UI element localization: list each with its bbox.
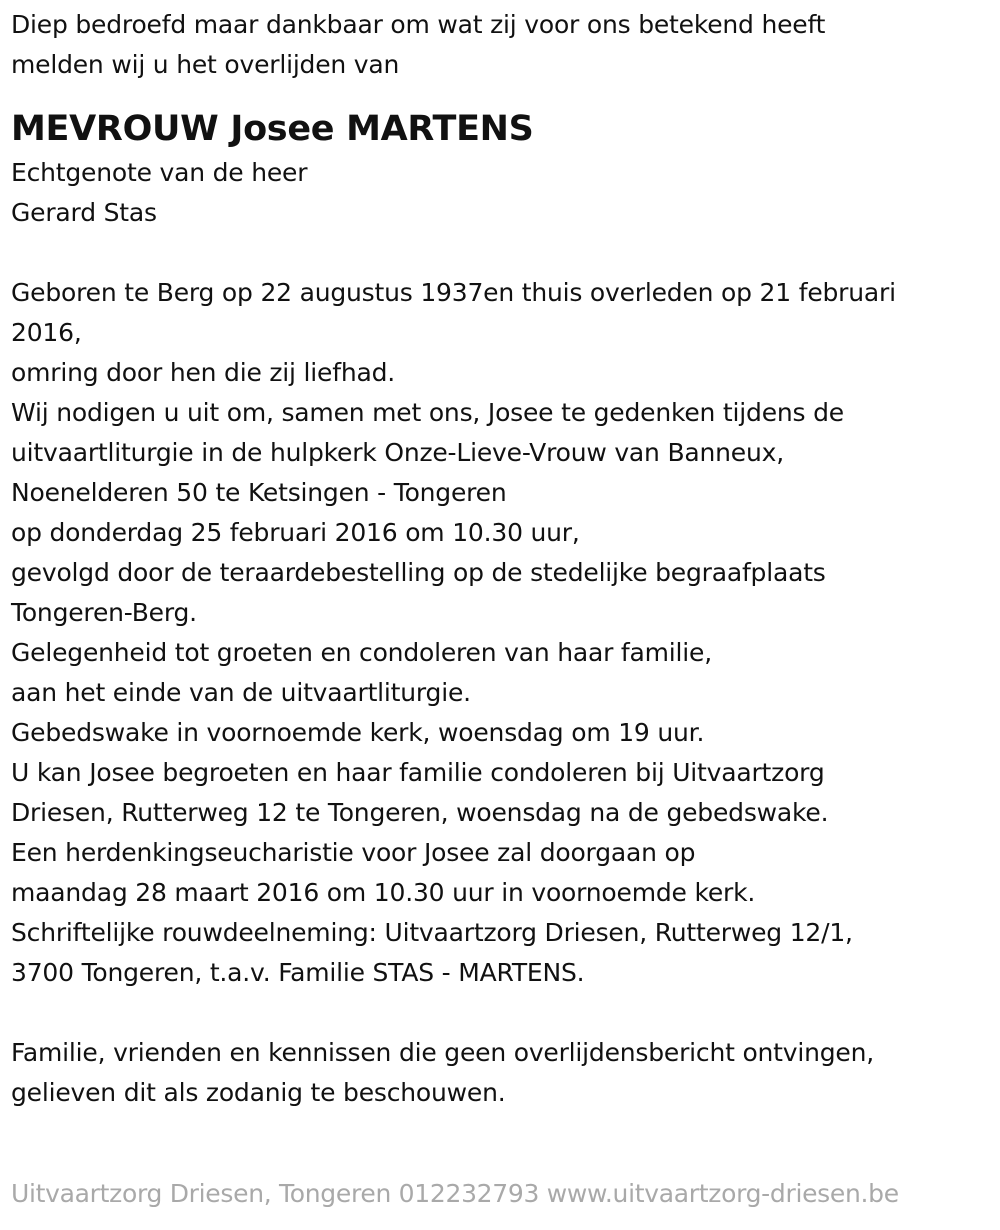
spacer xyxy=(11,85,991,105)
body-line: Schriftelijke rouwdeelneming: Uitvaartzorg Driesen, Rutterweg 12/1, xyxy=(11,918,853,947)
body-line: 3700 Tongeren, t.a.v. Familie STAS - MARTENS. xyxy=(11,958,585,987)
body-line: maandag 28 maart 2016 om 10.30 uur in voornoemde kerk. xyxy=(11,878,756,907)
body-line: omring door hen die zij liefhad. xyxy=(11,358,395,387)
intro-line: Diep bedroefd maar dankbaar om wat zij voor ons betekend heeft xyxy=(11,10,826,39)
spacer xyxy=(11,993,991,1033)
spacer xyxy=(11,233,991,273)
body-line: Driesen, Rutterweg 12 te Tongeren, woensdag na de gebedswake. xyxy=(11,798,829,827)
body-line: op donderdag 25 februari 2016 om 10.30 uur, xyxy=(11,518,580,547)
relation-line: Echtgenote van de heer xyxy=(11,158,308,187)
body-line: Gelegenheid tot groeten en condoleren van haar familie, xyxy=(11,638,712,667)
body-line: Tongeren-Berg. xyxy=(11,598,197,627)
body-line: gevolgd door de teraardebestelling op de stedelijke begraafplaats xyxy=(11,558,826,587)
relation-line: Gerard Stas xyxy=(11,198,157,227)
body-line: aan het einde van de uitvaartliturgie. xyxy=(11,678,471,707)
body-line: Geboren te Berg op 22 augustus 1937en thuis overleden op 21 februari xyxy=(11,278,896,307)
closing-line: gelieven dit als zodanig te beschouwen. xyxy=(11,1078,506,1107)
closing-line: Familie, vrienden en kennissen die geen overlijdensbericht ontvingen, xyxy=(11,1038,875,1067)
body-line: U kan Josee begroeten en haar familie condoleren bij Uitvaartzorg xyxy=(11,758,825,787)
body-line: Een herdenkingseucharistie voor Josee zal doorgaan op xyxy=(11,838,696,867)
body-line: Noenelderen 50 te Ketsingen - Tongeren xyxy=(11,478,507,507)
body-line: uitvaartliturgie in de hulpkerk Onze-Lieve-Vrouw van Banneux, xyxy=(11,438,784,467)
funeral-home-footer: Uitvaartzorg Driesen, Tongeren 012232793 www.uitvaartzorg-driesen.be xyxy=(11,1179,899,1208)
body-line: 2016, xyxy=(11,318,82,347)
death-notice xyxy=(11,5,991,1113)
body-line: Gebedswake in voornoemde kerk, woensdag om 19 uur. xyxy=(11,718,705,747)
deceased-name: MEVROUW Josee MARTENS xyxy=(11,109,534,149)
intro-line: melden wij u het overlijden van xyxy=(11,50,400,79)
body-line: Wij nodigen u uit om, samen met ons, Josee te gedenken tijdens de xyxy=(11,398,844,427)
